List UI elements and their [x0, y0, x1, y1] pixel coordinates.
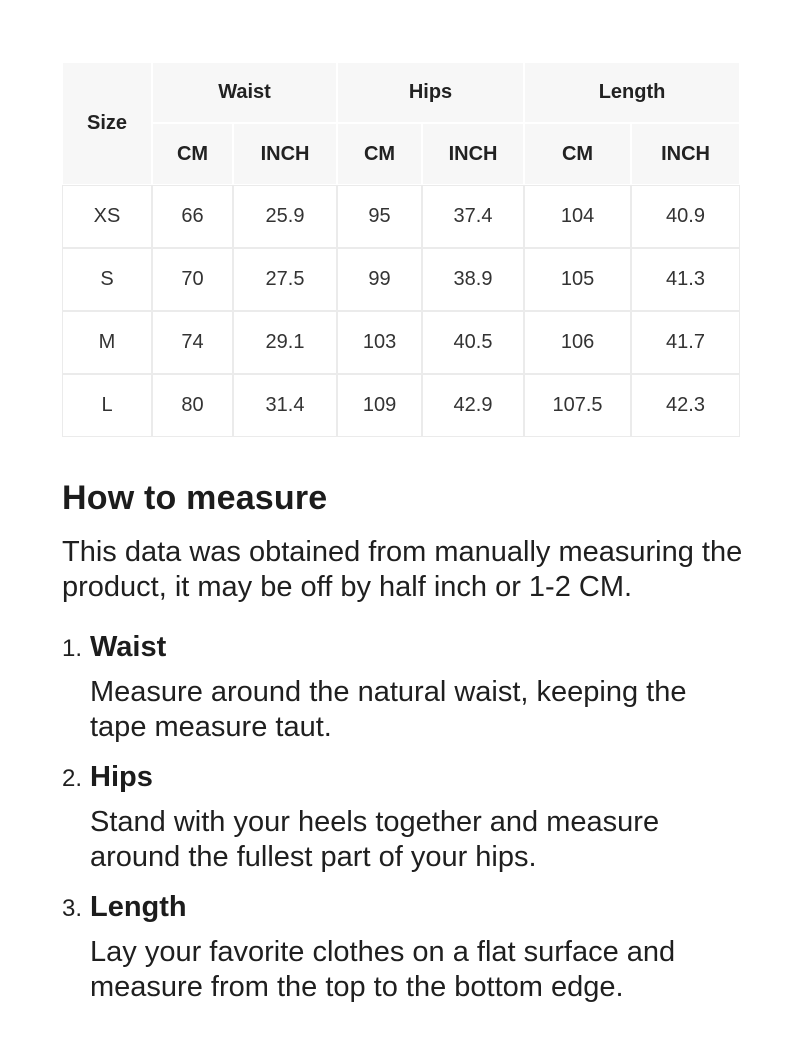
value-cell: 106 — [524, 311, 631, 374]
value-cell: 27.5 — [233, 248, 337, 311]
hips-cm-header: CM — [337, 123, 422, 185]
list-item-waist — [62, 629, 756, 745]
waist-cm-header: CM — [152, 123, 233, 185]
list-item-length — [62, 889, 756, 1005]
step-number: 3. — [62, 895, 83, 922]
value-cell: 109 — [337, 374, 422, 437]
value-cell: 29.1 — [233, 311, 337, 374]
value-cell: 95 — [337, 185, 422, 248]
list-item-hips — [62, 759, 756, 875]
how-to-measure-heading: How to measure — [62, 479, 328, 517]
value-cell: 99 — [337, 248, 422, 311]
table-row-l — [62, 374, 740, 437]
value-cell: 40.9 — [631, 185, 740, 248]
size-column-header: Size — [62, 62, 152, 185]
step-number: 2. — [62, 765, 83, 792]
measurement-steps-list — [62, 629, 756, 1005]
value-cell: 31.4 — [233, 374, 337, 437]
table-row-m — [62, 311, 740, 374]
measurement-disclaimer-text: This data was obtained from manually measuring the product, it may be off by half inch or 1-2 CM. — [62, 536, 743, 603]
step-heading — [62, 759, 756, 797]
value-cell: 41.3 — [631, 248, 740, 311]
value-cell: 70 — [152, 248, 233, 311]
length-inch-header: INCH — [631, 123, 740, 185]
size-label: M — [62, 311, 152, 374]
size-label: L — [62, 374, 152, 437]
step-title: Hips — [90, 761, 153, 793]
length-cm-header: CM — [524, 123, 631, 185]
unit-header-row — [62, 123, 740, 185]
table-row-xs — [62, 185, 740, 248]
step-description: Stand with your heels together and measure around the fullest part of your hips. — [90, 806, 660, 873]
value-cell: 66 — [152, 185, 233, 248]
step-title: Waist — [90, 631, 167, 663]
size-label: XS — [62, 185, 152, 248]
waist-group-header: Waist — [152, 62, 337, 123]
value-cell: 103 — [337, 311, 422, 374]
value-cell: 105 — [524, 248, 631, 311]
hips-inch-header: INCH — [422, 123, 524, 185]
step-heading — [62, 629, 756, 667]
waist-inch-header: INCH — [233, 123, 337, 185]
value-cell: 40.5 — [422, 311, 524, 374]
value-cell: 38.9 — [422, 248, 524, 311]
value-cell: 25.9 — [233, 185, 337, 248]
step-description: Measure around the natural waist, keeping the tape measure taut. — [90, 676, 687, 743]
step-description: Lay your favorite clothes on a flat surface and measure from the top to the bottom edge. — [90, 936, 676, 1003]
value-cell: 74 — [152, 311, 233, 374]
value-cell: 107.5 — [524, 374, 631, 437]
size-chart-table — [62, 62, 740, 437]
table-row-s — [62, 248, 740, 311]
step-number: 1. — [62, 635, 83, 662]
step-heading — [62, 889, 756, 927]
value-cell: 42.9 — [422, 374, 524, 437]
value-cell: 80 — [152, 374, 233, 437]
size-chart-body — [62, 185, 740, 437]
hips-group-header: Hips — [337, 62, 524, 123]
measurement-group-row — [62, 62, 740, 123]
step-title: Length — [90, 891, 187, 923]
size-label: S — [62, 248, 152, 311]
size-chart-header — [62, 62, 740, 185]
value-cell: 41.7 — [631, 311, 740, 374]
length-group-header: Length — [524, 62, 740, 123]
value-cell: 42.3 — [631, 374, 740, 437]
value-cell: 37.4 — [422, 185, 524, 248]
value-cell: 104 — [524, 185, 631, 248]
